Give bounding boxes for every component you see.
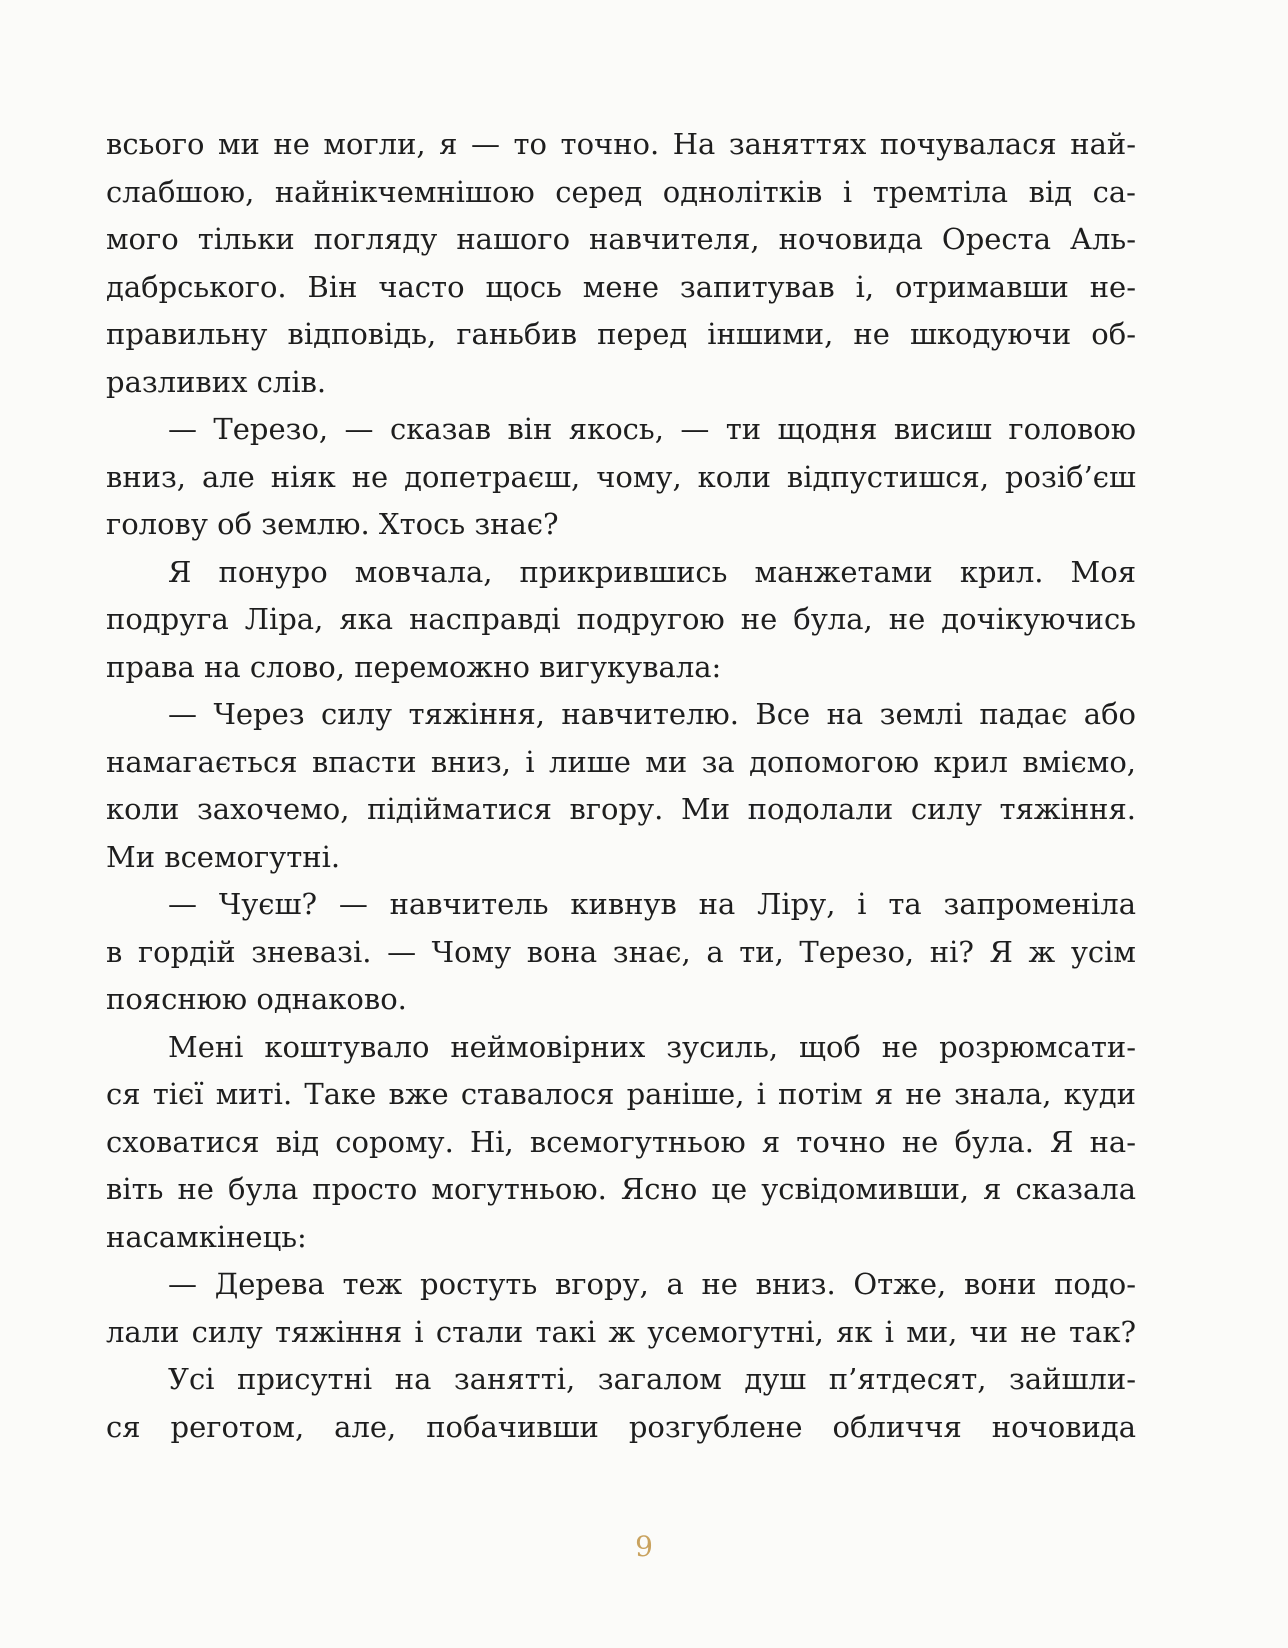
text-line: вниз, але ніяк не допетраєш, чому, коли відпустишся, розіб’єш	[106, 459, 1136, 494]
text-line: коли захочемо, підійматися вгору. Ми подолали силу тяжіння.	[106, 792, 1136, 826]
text-line: подруга Ліра, яка насправді подругою не була, не дочікуючись	[106, 602, 1136, 636]
text-line: Я понуро мовчала, прикрившись манжетами крил. Моя	[168, 554, 1136, 589]
text-line: віть не була просто могутньою. Ясно це усвідомивши, я сказала	[106, 1172, 1136, 1206]
text-line: голову об землю. Хтось знає?	[106, 507, 559, 541]
text-line: дабрського. Він часто щось мене запитував і, отримавши не-	[106, 269, 1136, 304]
text-line: пояснюю однаково.	[106, 982, 407, 1016]
text-line: Ми всемогутні.	[106, 839, 341, 874]
text-line: права на слово, переможно вигукувала:	[106, 649, 722, 684]
text-line: намагається впасти вниз, і лише ми за допомогою крил вміємо,	[106, 744, 1136, 779]
text-line: лали силу тяжіння і стали такі ж усемогутні, як і ми, чи не так?	[106, 1314, 1136, 1349]
text-line: ся реготом, але, побачивши розгублене обличчя ночовида	[106, 1409, 1136, 1444]
text-line: слабшою, найнікчемнішою серед однолітків і тремтіла від са-	[106, 174, 1136, 209]
text-line: — Терезо, — сказав він якось, — ти щодня висиш головою	[168, 412, 1136, 446]
text-line: — Через силу тяжіння, навчителю. Все на землі падає або	[168, 697, 1136, 731]
text-line: мого тільки погляду нашого навчителя, ночовида Ореста Аль-	[106, 222, 1136, 256]
text-line: правильну відповідь, ганьбив перед іншими, не шкодуючи об-	[106, 317, 1136, 351]
text-line: в гордій зневазі. — Чому вона знає, а ти, Терезо, ні? Я ж усім	[106, 934, 1136, 969]
text-line: всього ми не могли, я — то точно. На заняттях почувалася най-	[106, 127, 1136, 161]
text-line: ся тієї миті. Таке вже ставалося раніше, і потім я не знала, куди	[106, 1077, 1136, 1111]
text-line: сховатися від сорому. Ні, всемогутньою я точно не була. Я на-	[106, 1124, 1136, 1159]
text-line: насамкінець:	[106, 1219, 307, 1254]
text-line: Мені коштувало неймовірних зусиль, щоб не розрюмсати-	[168, 1029, 1136, 1064]
text-line: разливих слів.	[106, 364, 327, 399]
text-line: Усі присутні на занятті, загалом душ п’ятдесят, зайшли-	[168, 1362, 1136, 1396]
page-number: 9	[635, 1530, 653, 1563]
body-text	[106, 121, 1136, 1451]
text-line: — Чуєш? — навчитель кивнув на Ліру, і та запроменіла	[168, 887, 1136, 921]
text-line: — Дерева теж ростуть вгору, а не вниз. Отже, вони подо-	[168, 1267, 1136, 1301]
